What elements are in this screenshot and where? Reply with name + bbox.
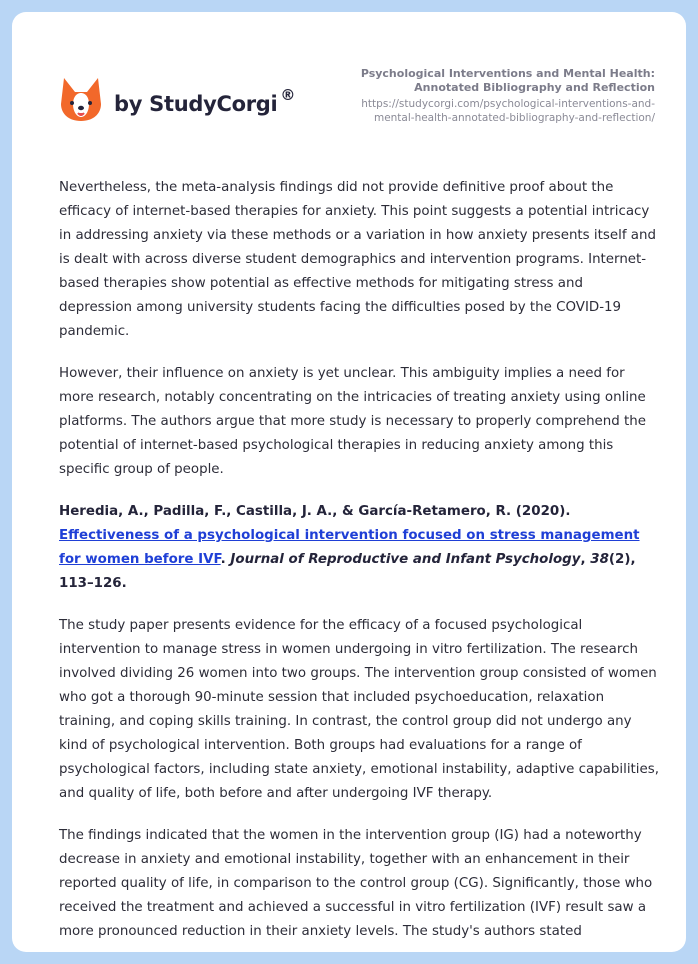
- document-body: [59, 176, 659, 952]
- journal-volume: 38: [590, 552, 609, 567]
- brand-name: by StudyCorgi ®: [114, 86, 296, 116]
- registered-mark: ®: [280, 86, 296, 104]
- paragraph: Nevertheless, the meta-analysis findings did not provide definitive proof about the efficacy of internet-based therapies for anxiety. This point suggests a potential intricacy in addressing anxiety via these methods or a variation in how anxiety presents itself and is dealt with across diverse student demographics and intervention programs. Internet-based therapies show potential as effective methods for mitigating stress and depression among university students facing the difficulties posed by the COVID-19 pandemic.: [59, 180, 656, 339]
- paragraph: However, their influence on anxiety is yet unclear. This ambiguity implies a need for more research, notably concentrating on the intricacies of treating anxiety using online platforms. The authors argue that more study is necessary to properly comprehend the potential of internet-based psychological therapies in reducing anxiety among this specific group of people.: [59, 366, 647, 477]
- citation-title-link[interactable]: Effectiveness of a psychological intervention focused on stress management for women before IVF: [59, 528, 640, 567]
- document-title: Psychological Interventions and Mental Health: Annotated Bibliography and Reflection: [360, 67, 655, 94]
- paragraph: The study paper presents evidence for the efficacy of a focused psychological intervention to manage stress in women undergoing in vitro fertilization. The research involved dividing 26 women into two groups. The intervention group consisted of women who got a thorough 90-minute session that included psychoeducation, relaxation training, and coping skills training. In contrast, the control group did not undergo any kind of psychological intervention. Both groups had evaluations for a range of psychological factors, including state anxiety, emotional instability, adaptive capabilities, and quality of life, both before and after undergoing IVF therapy.: [59, 618, 659, 801]
- bibliography-citation: Heredia, A., Padilla, F., Castilla, J. A., & García-Retamero, R. (2020). Effectiveness of a psychological intervention focused on stress management for women before IVF. Journal of Reproductive and Infant Psychology, 38(2), 113–126.: [59, 504, 640, 591]
- corgi-icon: [60, 76, 102, 122]
- studycorgi-logo[interactable]: [60, 76, 295, 122]
- document-page: [12, 12, 686, 952]
- paragraph: The findings indicated that the women in the intervention group (IG) had a noteworthy decrease in anxiety and emotional instability, together with an enhancement in their reported quality of life, in comparison to the control group (CG). Significantly, those who received the treatment and achieved a successful in vitro fertilization (IVF) result saw a more pronounced reduction in their anxiety levels. The study's authors stated: [59, 828, 653, 939]
- document-url[interactable]: https://studycorgi.com/psychological-interventions-and- mental-health-annotated-bibliography-and-reflection/: [361, 98, 655, 124]
- journal-name: Journal of Reproductive and Infant Psychology: [230, 552, 581, 567]
- document-header: [325, 67, 655, 125]
